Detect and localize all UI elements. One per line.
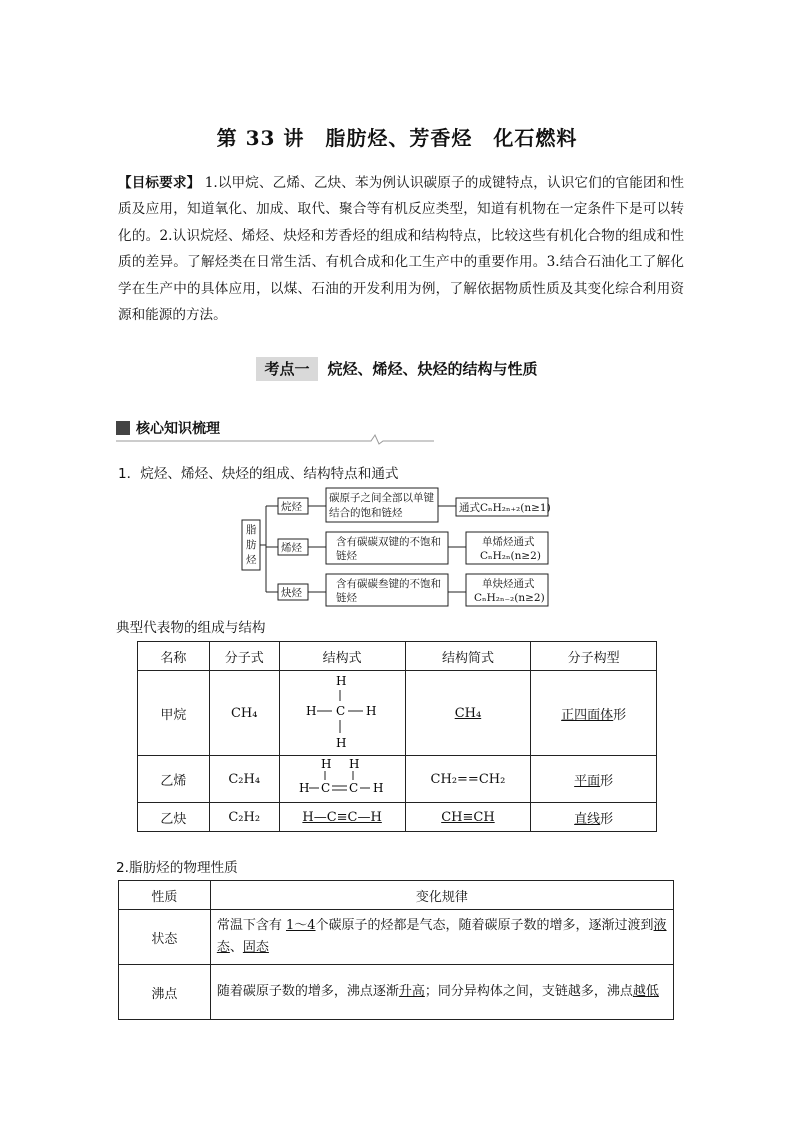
row-shape-suffix: 形 — [600, 811, 614, 827]
diagram-formula-alkane: 通式CₙH₂ₙ₊₂(n≥1) — [459, 502, 551, 514]
header-formula: 分子式 — [209, 642, 279, 671]
rule-text: 常温下含有 — [216, 918, 286, 933]
section-title: 核心知识梳理 — [136, 421, 220, 437]
hydrocarbon-diagram — [236, 486, 556, 608]
row-formula: C₂H₄ — [209, 756, 279, 803]
svg-text:H: H — [336, 674, 347, 688]
svg-text:C: C — [349, 781, 359, 795]
diagram-desc-alkyne-1: 含有碳碳叁键的不饱和 — [336, 578, 441, 590]
header-shape: 分子构型 — [531, 642, 657, 671]
rule-answer: 越低 — [632, 984, 659, 999]
row-shape — [531, 671, 657, 756]
row-shape — [531, 803, 657, 832]
row-shape-suffix: 形 — [600, 773, 614, 789]
row-simple: CH₄ — [405, 671, 531, 756]
row-formula: C₂H₂ — [209, 803, 279, 832]
table-header-row — [119, 881, 674, 910]
ethylene-structure — [279, 756, 405, 803]
row-shape-value: 直线 — [574, 811, 601, 827]
row-rule — [210, 965, 673, 1020]
methane-structure — [279, 671, 405, 756]
row-shape — [531, 756, 657, 803]
diagram-desc-alkane-2: 结合的饱和链烃 — [329, 507, 403, 519]
row-formula: CH₄ — [209, 671, 279, 756]
header-rule: 变化规律 — [210, 881, 673, 910]
section-heading — [116, 418, 434, 442]
row-name: 乙烯 — [138, 756, 210, 803]
table-header-row — [138, 642, 657, 671]
table-row — [138, 671, 657, 756]
diagram-formula-alkyne-2: CₙH₂ₙ₋₂(n≥2) — [474, 592, 545, 604]
diagram-desc-alkane-1: 碳原子之间全部以单键 — [329, 492, 434, 504]
svg-text:H: H — [349, 757, 360, 771]
rule-text: 、 — [229, 940, 243, 955]
table-row — [119, 910, 674, 965]
learning-goals — [118, 170, 684, 328]
root-char-3: 烃 — [246, 554, 257, 566]
methane-structure-drawing — [302, 671, 382, 751]
svg-text:H: H — [321, 757, 332, 771]
goals-tag: 【目标要求】 — [118, 175, 201, 191]
row-shape-value: 正四面体 — [561, 707, 614, 723]
typical-heading: 典型代表物的组成与结构 — [116, 620, 266, 636]
row-name: 乙炔 — [138, 803, 210, 832]
rule-answer: 液态 — [216, 918, 667, 955]
table-row — [138, 756, 657, 803]
goals-text: 1.以甲烷、乙烯、乙炔、苯为例认识碳原子的成键特点，认识它们的官能团和性质及应用，知道氧化、加成、取代、聚合等有机反应类型，知道有机物在一定条件下是可以转化的。2.认识烷烃、烯烃、炔烃和芳香烃的组成和结构特点，比较这些有机化合物的组成和性质的差异。了解烃类在日常生活、有机合成和化工生产中的重要作用。3.结合石油化工了解化学在生产中的具体应用，以煤、石油的开发利用为例，了解依据物质性质及其变化综合利用资源和能源的方法。 — [118, 175, 685, 324]
row-simple: CH≡CH — [405, 803, 531, 832]
heading-2: 2.脂肪烃的物理性质 — [116, 860, 238, 876]
row-simple: CH₂==CH₂ — [405, 756, 531, 803]
header-name: 名称 — [138, 642, 210, 671]
table-row — [138, 803, 657, 832]
ethylene-structure-drawing — [297, 756, 387, 798]
svg-text:C: C — [321, 781, 331, 795]
root-char-1: 脂 — [246, 524, 257, 536]
header-simple: 结构简式 — [405, 642, 531, 671]
svg-text:C: C — [336, 704, 346, 718]
row-shape-value: 平面 — [574, 773, 601, 789]
row-name: 甲烷 — [138, 671, 210, 756]
table-row — [119, 965, 674, 1020]
diagram-formula-alkene-1: 单烯烃通式 — [482, 536, 535, 548]
diagram-name-alkene: 烯烃 — [281, 542, 302, 554]
svg-text:H: H — [366, 704, 377, 718]
diagram-formula-alkene-2: CₙH₂ₙ(n≥2) — [480, 550, 541, 562]
row-structure: H—C≡C—H — [279, 803, 405, 832]
root-char-2: 肪 — [246, 539, 257, 551]
kaodian-heading — [0, 358, 794, 379]
header-structure: 结构式 — [279, 642, 405, 671]
rule-text: 随着碳原子数的增多，沸点逐渐 — [216, 984, 399, 999]
section-underline — [116, 432, 434, 446]
diagram-desc-alkene-2: 链烃 — [336, 550, 357, 562]
svg-text:H: H — [336, 736, 347, 750]
row-name: 状态 — [119, 910, 211, 965]
row-shape-suffix: 形 — [613, 707, 627, 723]
rule-answer: 1～4 — [285, 918, 316, 933]
kaodian-label: 考点一 — [256, 357, 317, 381]
structure-table — [137, 641, 657, 832]
diagram-name-alkane: 烷烃 — [281, 501, 302, 513]
heading-1: 1．烷烃、烯烃、炔烃的组成、结构特点和通式 — [118, 466, 399, 482]
diagram-name-alkyne: 炔烃 — [281, 587, 302, 599]
rule-text: ；同分异构体之间，支链越多，沸点 — [424, 984, 633, 999]
row-name: 沸点 — [119, 965, 211, 1020]
diagram-formula-alkyne-1: 单炔烃通式 — [482, 578, 535, 590]
rule-text: 个碳原子的烃都是气态，随着碳原子数的增多，逐渐过渡到 — [315, 918, 654, 933]
svg-text:H: H — [306, 704, 317, 718]
rule-answer: 升高 — [398, 984, 425, 999]
physical-property-table — [118, 880, 674, 1020]
header-property: 性质 — [119, 881, 211, 910]
page-title: 第 33 讲 脂肪烃、芳香烃 化石燃料 — [216, 126, 578, 150]
rule-answer: 固态 — [242, 940, 269, 955]
row-rule — [210, 910, 673, 965]
svg-text:H: H — [373, 781, 384, 795]
diagram-desc-alkene-1: 含有碳碳双键的不饱和 — [336, 536, 441, 548]
diagram-desc-alkyne-2: 链烃 — [336, 592, 357, 604]
svg-text:H: H — [299, 781, 310, 795]
kaodian-title: 烷烃、烯烃、炔烃的结构与性质 — [327, 360, 538, 378]
